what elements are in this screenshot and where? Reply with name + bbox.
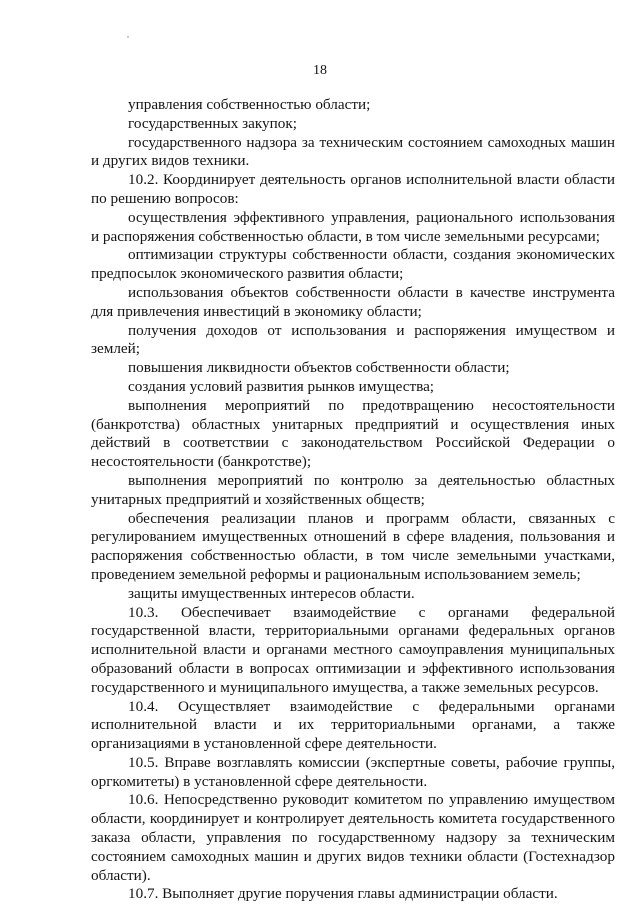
paragraph: получения доходов от использования и распоряжения имуществом и землей; — [91, 321, 615, 358]
document-body — [91, 96, 615, 904]
paragraph: повышения ликвидности объектов собственности области; — [128, 359, 510, 377]
paragraph: управления собственностью области; — [128, 96, 371, 113]
paragraph: 10.5. Вправе возглавлять комиссии (экспертные советы, рабочие группы, оргкомитеты) в установленной сфере деятельности. — [91, 753, 615, 790]
paragraph: 10.4. Осуществляет взаимодействие с федеральными органами исполнительной власти и их территориальными органами, а также организациями в установленной сфере деятельности. — [91, 697, 615, 753]
paragraph: осуществления эффективного управления, рационального использования и распоряжения собственностью области, в том числе земельными ресурсами; — [91, 208, 615, 245]
paragraph: использования объектов собственности области в качестве инструмента для привлечения инвестиций в экономику области; — [91, 283, 615, 320]
paragraph: защиты имущественных интересов области. — [128, 584, 415, 602]
paragraph: государственных закупок; — [128, 114, 297, 132]
paragraph: государственного надзора за техническим состоянием самоходных машин и других видов техники. — [91, 133, 615, 170]
paragraph: 10.3. Обеспечивает взаимодействие с органами федеральной государственной власти, территориальными органами федеральных органов исполнительной власти и органами местного самоуправления муниципальных образований области в вопросах оптимизации и эффективного использования государственного и муниципального имущества, а также земельных ресурсов. — [91, 603, 615, 696]
paragraph: 10.2. Координирует деятельность органов исполнительной власти области по решению вопросов: — [91, 171, 615, 207]
paragraph: 10.6. Непосредственно руководит комитетом по управлению имуществом области, координирует и контролирует деятельность комитета государственного заказа области, управления по государственному надзору за техническим состоянием самоходных машин и других видов техники области (Гостехнадзор области). — [91, 791, 615, 884]
page-number: 18 — [313, 63, 327, 78]
paragraph: выполнения мероприятий по контролю за деятельностью областных унитарных предприятий и хозяйственных обществ; — [91, 471, 615, 508]
paragraph: создания условий развития рынков имущества; — [128, 377, 435, 395]
paragraph: 10.7. Выполняет другие поручения главы администрации области. — [128, 885, 558, 903]
paragraph: выполнения мероприятий по предотвращению несостоятельности (банкротства) областных унитарных предприятий и осуществления иных действий в соответствии с законодательством Российской Федерации о несостоятельности (банкротстве); — [91, 396, 615, 471]
scan-speck — [127, 36, 129, 38]
paragraph: оптимизации структуры собственности области, создания экономических предпосылок экономического развития области; — [91, 246, 615, 283]
paragraph: обеспечения реализации планов и программ области, связанных с регулированием имущественных отношений в сфере владения, пользования и распоряжения собственностью области, в том числе земельными участками, проведением земельной реформы и рациональным использованием земель; — [91, 509, 615, 583]
